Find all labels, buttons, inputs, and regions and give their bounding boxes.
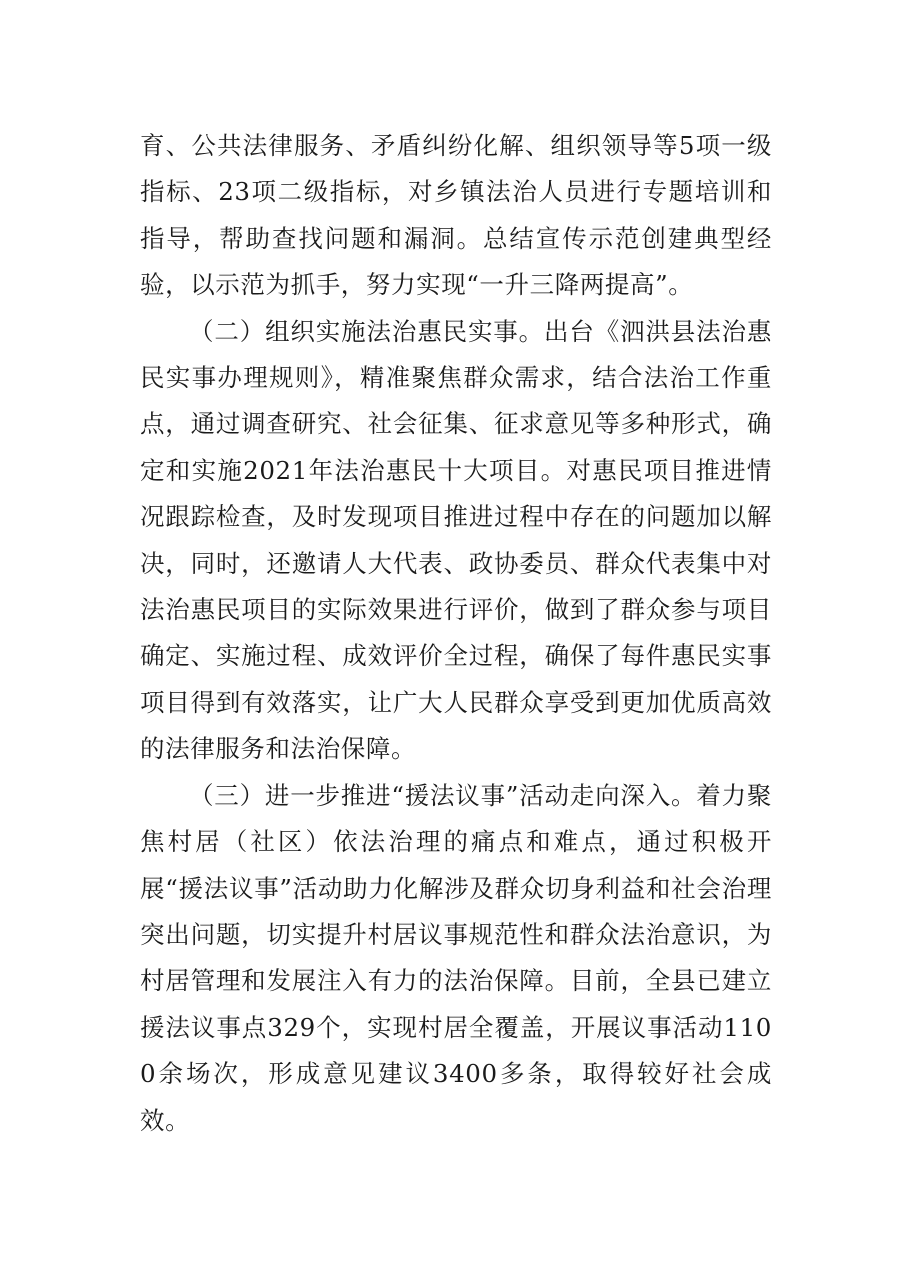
paragraph-continuation: 育、公共法律服务、矛盾纠纷化解、组织领导等5项一级指标、23项二级指标，对乡镇法治人员进行专题培训和指导，帮助查找问题和漏洞。总结宣传示范创建典型经验，以示范为抓手，努力实现“一升三降两提高”。 — [140, 131, 772, 300]
paragraph-section-two: （二）组织实施法治惠民实事。出台《泗洪县法治惠民实事办理规则》，精准聚焦群众需求，结合法治工作重点，通过调查研究、社会征集、征求意见等多种形式，确定和实施2021年法治惠民十大项目。对惠民项目推进情况跟踪检查，及时发现项目推进过程中存在的问题加以解决，同时，还邀请人大代表、政协委员、群众代表集中对法治惠民项目的实际效果进行评价，做到了群众参与项目确定、实施过程、成效评价全过程，确保了每件惠民实事项目得到有效落实，让广大人民群众享受到更加优质高效的法律服务和法治保障。 — [140, 316, 772, 764]
document-page — [140, 123, 772, 1144]
paragraph-section-three: （三）进一步推进“援法议事”活动走向深入。着力聚焦村居（社区）依法治理的痛点和难点，通过积极开展“援法议事”活动助力化解涉及群众切身利益和社会治理突出问题，切实提升村居议事规范性和群众法治意识，为村居管理和发展注入有力的法治保障。目前，全县已建立援法议事点329个，实现村居全覆盖，开展议事活动1100余场次，形成意见建议3400多条，取得较好社会成效。 — [140, 780, 772, 1135]
